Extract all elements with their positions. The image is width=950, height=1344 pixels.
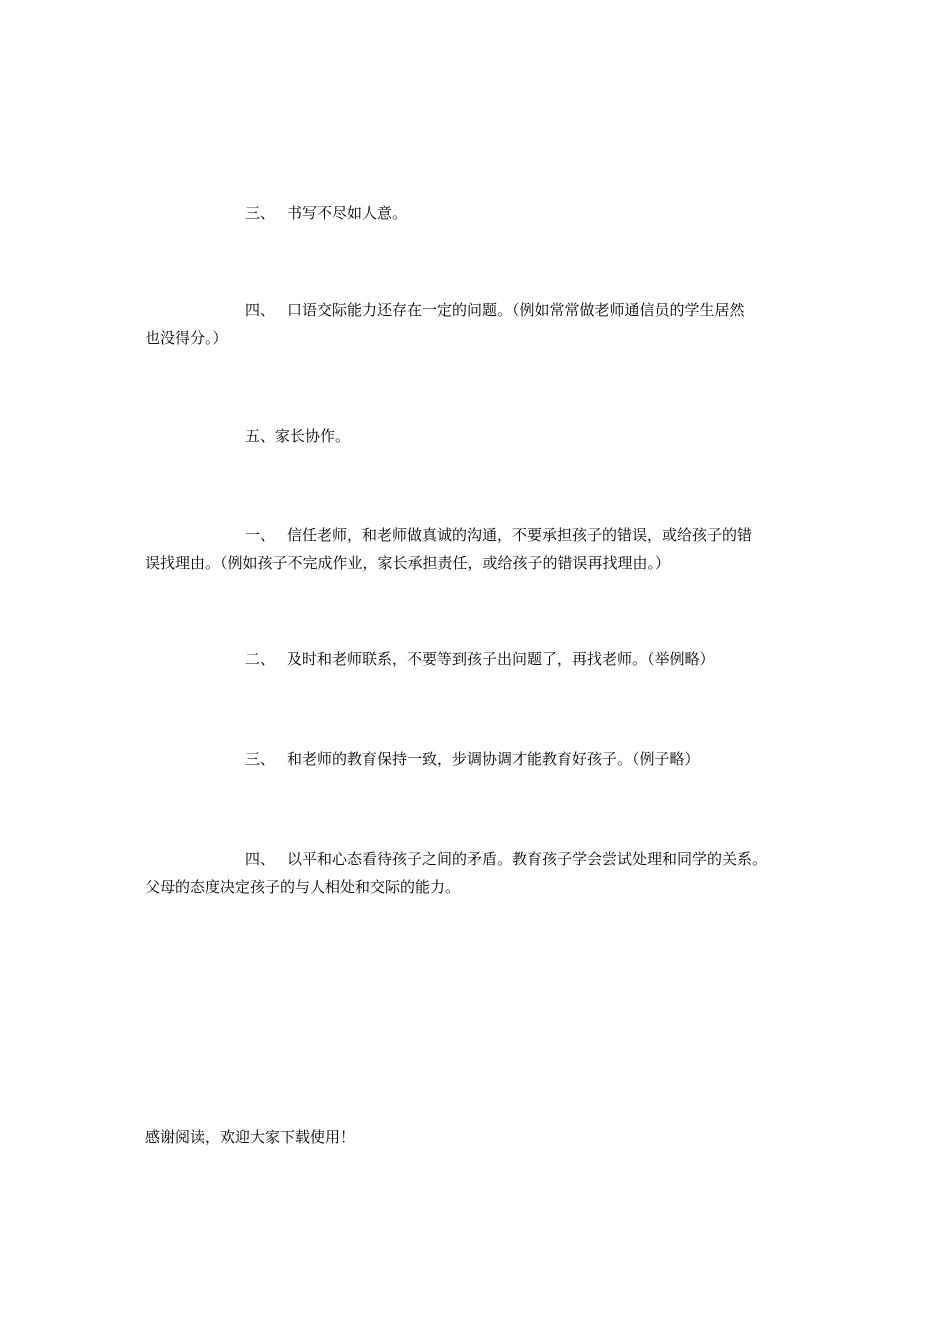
- paragraph-text-line2: 也没得分。）: [145, 329, 228, 347]
- item-number: 四、: [245, 301, 276, 319]
- item-number: 二、: [245, 650, 276, 668]
- paragraph-text: 及时和老师联系，不要等到孩子出问题了，再找老师。（举例略）: [287, 650, 715, 668]
- item-number: 三、: [245, 750, 276, 768]
- paragraph-text-line1: 口语交际能力还存在一定的问题。（例如常常做老师通信员的学生居然: [287, 301, 745, 319]
- paragraph-text: 和老师的教育保持一致，步调协调才能教育好孩子。（例子略）: [287, 750, 700, 768]
- paragraph-item-4: [145, 296, 825, 352]
- item-number: 一、: [245, 526, 276, 544]
- paragraph-item-4b: [145, 845, 825, 901]
- paragraph-text: 书写不尽如人意。: [287, 204, 408, 222]
- paragraph-text-line2: 误找理由。（例如孩子不完成作业，家长承担责任，或给孩子的错误再找理由。）: [145, 554, 671, 572]
- paragraph-item-3: [145, 199, 825, 227]
- item-number: 三、: [245, 204, 276, 222]
- paragraph-text-line1: 以平和心态看待孩子之间的矛盾。教育孩子学会尝试处理和同学的关系。: [287, 850, 768, 868]
- section-heading-text: 五、家长协作。: [245, 427, 351, 445]
- paragraph-text-line1: 信任老师，和老师做真诚的沟通，不要承担孩子的错误，或给孩子的错: [287, 526, 753, 544]
- closing-note: 感谢阅读，欢迎大家下载使用！: [145, 1128, 356, 1146]
- item-number: 四、: [245, 850, 276, 868]
- paragraph-item-2: [145, 645, 825, 673]
- paragraph-item-1: [145, 521, 825, 577]
- section-heading-parent-cooperation: [145, 422, 825, 450]
- paragraph-item-3b: [145, 745, 825, 773]
- paragraph-text-line2: 父母的态度决定孩子的与人相处和交际的能力。: [145, 878, 461, 896]
